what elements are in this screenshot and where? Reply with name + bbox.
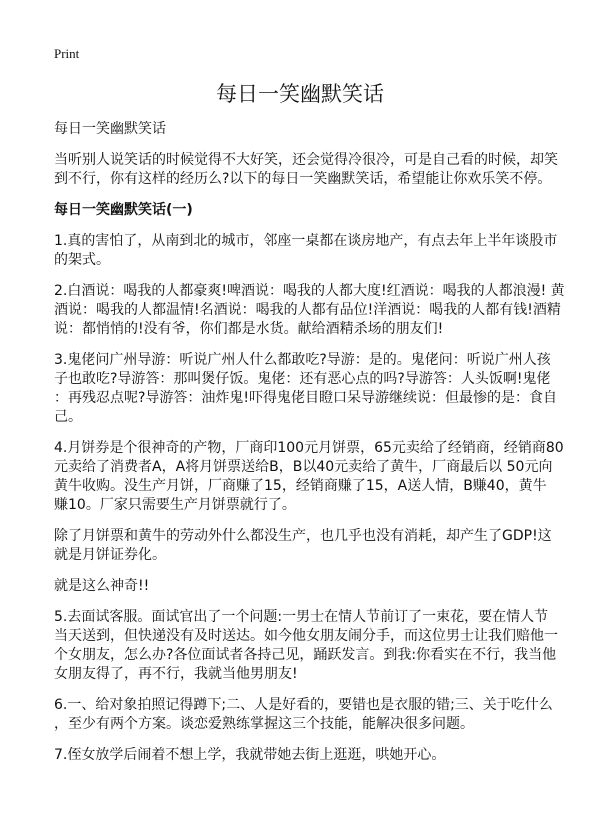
article-body (54, 120, 565, 777)
paragraph-line: 女朋友得了，再不行，我就当他男朋友! (54, 666, 298, 682)
paragraph-line: 黄牛收购。没生产月饼，厂商赚了15，经销商赚了15，A送人情，B赚40，黄牛 (54, 478, 547, 494)
paragraph-line: 己。 (54, 409, 82, 425)
paragraph-line: 当天送到，但快递没有及时送达。如今他女朋友闹分手，而这位男士让我们赔他一 (54, 628, 558, 644)
paragraph-line: 2.白酒说：喝我的人都豪爽!啤酒说：喝我的人都大度!红酒说：喝我的人都浪漫! 黄 (54, 283, 565, 299)
paragraph-line: 就是月饼证券化。 (54, 547, 166, 563)
paragraph-line: 赚10。厂家只需要生产月饼票就行了。 (54, 497, 296, 513)
intro-paragraph (54, 151, 558, 189)
joke-paragraph (54, 696, 554, 734)
joke-paragraph (54, 527, 554, 565)
paragraph-line: ：再残忍点呢?导游答：油炸鬼!吓得鬼佬目瞪口呆导游继续说：但最惨的是：食自 (54, 390, 558, 406)
article-subtitle: 每日一笑幽默笑话 (54, 121, 166, 137)
paragraph-line: 子也敢吃?导游答：那叫煲仔饭。鬼佬：还有恶心点的吗?导游答：人头饭啊!鬼佬 (54, 371, 551, 387)
section-heading: 每日一笑幽默笑话(一) (54, 202, 193, 218)
intro-line: 到不行，你有这样的经历么?以下的每日一笑幽默笑话，希望能让你欢乐笑不停。 (54, 171, 552, 187)
paragraph-line: 酒说：喝我的人都温情!名酒说：喝我的人都有品位!洋酒说：喝我的人都有钱!酒精 (54, 302, 561, 318)
joke-list (54, 232, 565, 765)
joke-paragraph (54, 577, 554, 596)
joke-paragraph (54, 608, 558, 684)
paragraph-line: 3.鬼佬问广州导游：听说广州人什么都敢吃?导游：是的。鬼佬问：听说广州人孩 (54, 352, 551, 368)
paragraph-line: 就是这么神奇!! (54, 578, 150, 594)
paragraph-line: 个女朋友，怎么办?各位面试者各持己见，踊跃发言。到我:你看实在不行，我当他 (54, 647, 557, 663)
joke-paragraph (54, 439, 564, 515)
paragraph-line: 7.侄女放学后闹着不想上学，我就带她去街上逛逛，哄她开心。 (54, 747, 446, 763)
paragraph-line: 除了月饼票和黄牛的劳动外什么都没生产，也几乎也没有消耗，却产生了GDP!这 (54, 528, 552, 544)
joke-paragraph (54, 746, 554, 765)
joke-paragraph (54, 282, 565, 339)
paragraph-line: ，至少有两个方案。谈恋爱熟练掌握这三个技能，能解决很多问题。 (54, 716, 474, 732)
paragraph-line: 元卖给了消费者A，A将月饼票送给B，B以40元卖给了黄牛，厂商最后以 50元向 (54, 459, 553, 475)
paragraph-line: 6.一、给对象拍照记得蹲下;二、人是好看的，要错也是衣服的错;三、关于吃什么 (54, 697, 553, 713)
paragraph-line: 1.真的害怕了，从南到北的城市，邻座一桌都在谈房地产，有点去年上半年谈股市 (54, 233, 558, 249)
paragraph-line: 说：都悄悄的!没有爷，你们都是水货。献给酒精杀场的朋友们! (54, 321, 444, 337)
joke-paragraph (54, 232, 558, 270)
print-label: Print (54, 46, 80, 61)
page-title: 每日一笑幽默笑话 (216, 82, 384, 106)
paragraph-line: 的架式。 (54, 252, 110, 268)
paragraph-line: 4.月饼券是个很神奇的产物，厂商印100元月饼票，65元卖给了经销商，经销商80 (54, 440, 564, 456)
intro-line: 当听别人说笑话的时候觉得不大好笑，还会觉得冷很冷，可是自己看的时候，却笑 (54, 152, 558, 168)
paragraph-line: 5.去面试客服。面试官出了一个问题:一男士在情人节前订了一束花，要在情人节 (54, 609, 549, 625)
joke-paragraph (54, 351, 558, 427)
